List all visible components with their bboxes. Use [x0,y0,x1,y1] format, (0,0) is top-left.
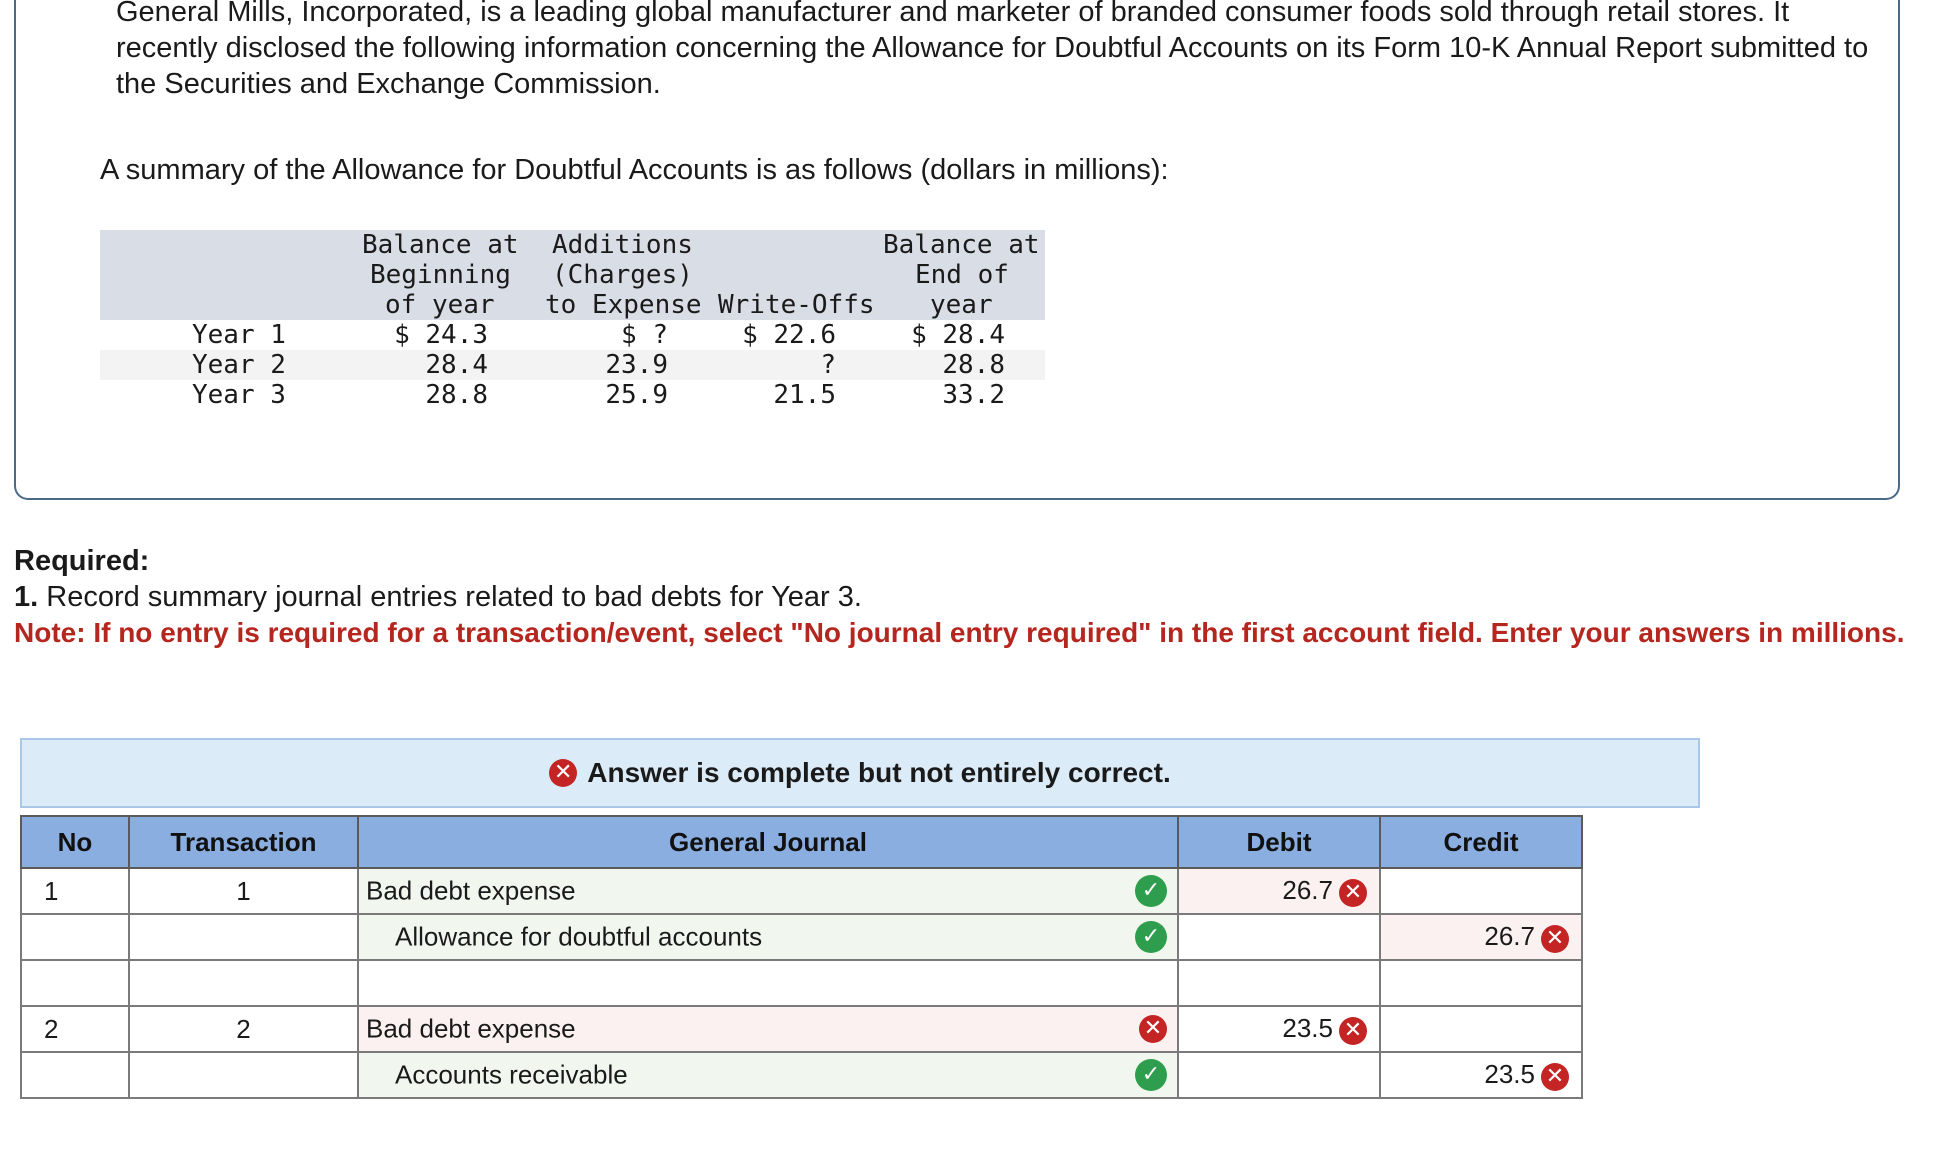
required-section [14,543,862,615]
account-name: Accounts receivable [395,1059,628,1090]
row-writeoffs: ? [820,350,836,380]
x-circle-icon: ✕ [1541,1063,1569,1091]
debit-field[interactable] [1178,1052,1380,1098]
entry-no: 1 [21,868,129,914]
debit-field[interactable] [1178,914,1380,960]
required-item-text: Record summary journal entries related to bad debts for Year 3. [46,581,862,613]
instruction-note: Note: If no entry is required for a transaction/event, select "No journal entry required" in the first account field. Enter your answers in millions. [14,617,1905,648]
entry-no: 2 [21,1006,129,1052]
entry-no [21,1052,129,1098]
transaction-cell [129,914,358,960]
row-writeoffs: $ 22.6 [742,320,836,350]
check-circle-icon: ✓ [1135,921,1167,953]
credit-value: 23.5 [1484,1059,1535,1090]
account-field[interactable] [358,960,1178,1006]
check-circle-icon: ✓ [1135,1059,1167,1091]
header-end-1: Balance at [883,230,1040,260]
header-no: No [21,816,129,868]
journal-table [20,815,1583,1099]
account-name: Allowance for doubtful accounts [395,921,763,952]
header-transaction: Transaction [129,816,358,868]
header-end-2: End of [915,260,1009,290]
header-general-journal: General Journal [358,816,1178,868]
journal-row [21,914,1582,960]
summary-row [100,320,1045,350]
required-item-number: 1. [14,581,39,613]
check-circle-icon: ✓ [1135,875,1167,907]
required-heading: Required: [14,545,150,577]
debit-value: 23.5 [1282,1013,1333,1044]
credit-field[interactable] [1380,1006,1582,1052]
result-banner [20,738,1700,808]
credit-field[interactable] [1380,914,1582,960]
row-begin: 28.4 [425,350,488,380]
row-begin: $ 24.3 [394,320,488,350]
summary-text: A summary of the Allowance for Doubtful Accounts is as follows (dollars in millions): [100,154,1169,186]
header-end-3: year [930,290,993,320]
problem-intro: General Mills, Incorporated, is a leading global manufacturer and marketer of branded consumer foods sold through retail stores. It recently disclosed the following information concerning the Allowance for Doubtful Accounts on its Form 10-K Annual Report submitted to the Securities and Exchange Commission. [116,0,1869,100]
row-additions: $ ? [621,320,668,350]
transaction-cell [129,1052,358,1098]
journal-header-row [21,816,1582,868]
header-begin-3: of year [385,290,495,320]
credit-field[interactable] [1380,1052,1582,1098]
header-credit: Credit [1380,816,1582,868]
debit-field[interactable] [1178,960,1380,1006]
row-end: $ 28.4 [911,320,1005,350]
debit-field[interactable] [1178,868,1380,914]
entry-no [21,960,129,1006]
account-field[interactable] [358,1006,1178,1052]
row-label: Year 3 [192,380,286,410]
result-banner-text: Answer is complete but not entirely correct. [587,757,1171,788]
journal-row [21,868,1582,914]
row-additions: 25.9 [605,380,668,410]
debit-field[interactable] [1178,1006,1380,1052]
summary-table-header [100,230,1045,320]
allowance-summary-table [100,230,1045,410]
row-additions: 23.9 [605,350,668,380]
header-additions-3: to Expense [545,290,702,320]
row-label: Year 1 [192,320,286,350]
credit-field[interactable] [1380,960,1582,1006]
header-additions-1: Additions [552,230,693,260]
debit-value: 26.7 [1282,875,1333,906]
summary-row [100,350,1045,380]
entry-no [21,914,129,960]
x-circle-icon: ✕ [1541,925,1569,953]
account-field[interactable] [358,868,1178,914]
row-label: Year 2 [192,350,286,380]
credit-value: 26.7 [1484,921,1535,952]
header-debit: Debit [1178,816,1380,868]
row-begin: 28.8 [425,380,488,410]
row-writeoffs: 21.5 [773,380,836,410]
header-begin-2: Beginning [370,260,511,290]
header-begin-1: Balance at [362,230,519,260]
journal-row [21,1006,1582,1052]
transaction-cell: 2 [129,1006,358,1052]
header-writeoffs: Write-Offs [718,290,875,320]
journal-row [21,960,1582,1006]
header-additions-2: (Charges) [552,260,693,290]
row-end: 28.8 [942,350,1005,380]
x-circle-icon: ✕ [1139,1015,1167,1043]
transaction-cell [129,960,358,1006]
x-circle-icon: ✕ [549,759,577,787]
journal-row [21,1052,1582,1098]
account-name: Bad debt expense [366,875,576,906]
x-circle-icon: ✕ [1339,879,1367,907]
transaction-cell: 1 [129,868,358,914]
x-circle-icon: ✕ [1339,1017,1367,1045]
account-name: Bad debt expense [366,1013,576,1044]
account-field[interactable] [358,1052,1178,1098]
account-field[interactable] [358,914,1178,960]
row-end: 33.2 [942,380,1005,410]
credit-field[interactable] [1380,868,1582,914]
summary-row [100,380,1045,410]
